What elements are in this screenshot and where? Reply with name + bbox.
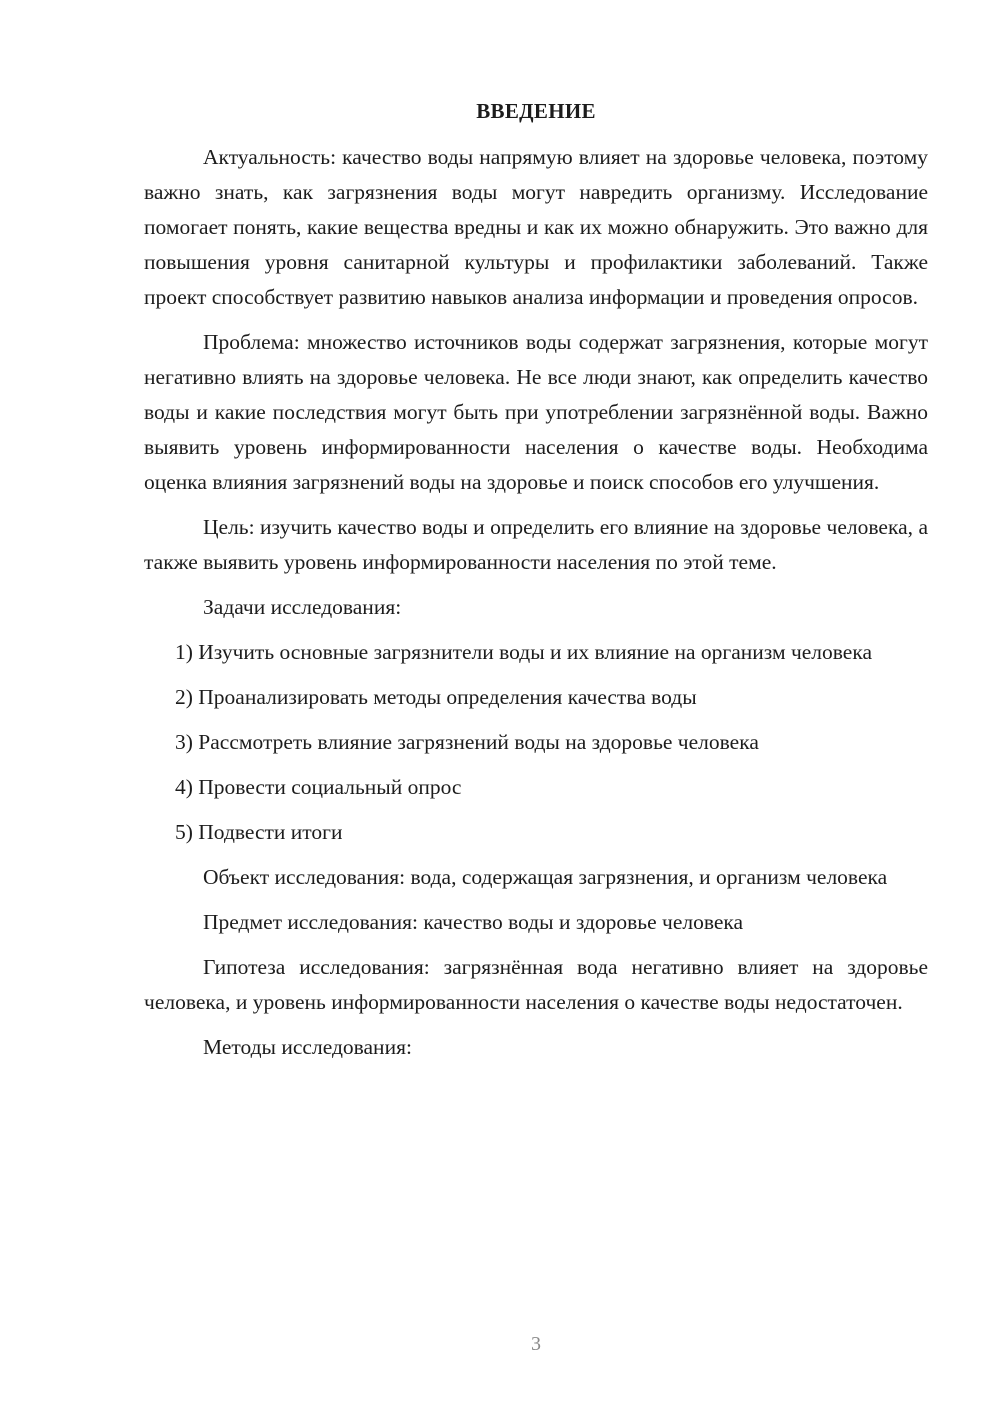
task-item: 2) Проанализировать методы определения качества воды [175,685,697,709]
task-item: 1) Изучить основные загрязнители воды и их влияние на организм человека [175,640,873,664]
paragraph-relevance: Актуальность: качество воды напрямую влияет на здоровье человека, поэтому важно знать, как загрязнения воды могут навредить организму. Исследование помогает понять, какие вещества вредны и как их можно обнаружить. Это важно для повышения уровня санитарной культуры и профилактики заболеваний. Также проект способствует развитию навыков анализа информации и проведения опросов. [144,145,928,309]
paragraph-methods: Методы исследования: [203,1035,412,1059]
paragraph-hypothesis: Гипотеза исследования: загрязнённая вода негативно влияет на здоровье человека, и уровень информированности населения о качестве воды недостаточен. [144,955,928,1014]
tasks-list [144,635,928,850]
page-content [144,94,928,1075]
paragraph-problem: Проблема: множество источников воды содержат загрязнения, которые могут негативно влиять на здоровье человека. Не все люди знают, как определить качество воды и какие последствия могут быть при употреблении загрязнённой воды. Важно выявить уровень информированности населения о качестве воды. Необходима оценка влияния загрязнений воды на здоровье и поиск способов его улучшения. [144,330,928,494]
task-item: 4) Провести социальный опрос [175,775,462,799]
paragraph-object: Объект исследования: вода, содержащая загрязнения, и организм человека [203,865,888,889]
paragraph-goal: Цель: изучить качество воды и определить его влияние на здоровье человека, а также выявить уровень информированности населения по этой теме. [144,515,928,574]
paragraph-subject: Предмет исследования: качество воды и здоровье человека [203,910,744,934]
section-heading: ВВЕДЕНИЕ [476,99,596,123]
paragraph-tasks-title: Задачи исследования: [203,595,402,619]
page-number: 3 [531,1333,541,1355]
task-item: 5) Подвести итоги [175,820,343,844]
task-item: 3) Рассмотреть влияние загрязнений воды на здоровье человека [175,730,759,754]
